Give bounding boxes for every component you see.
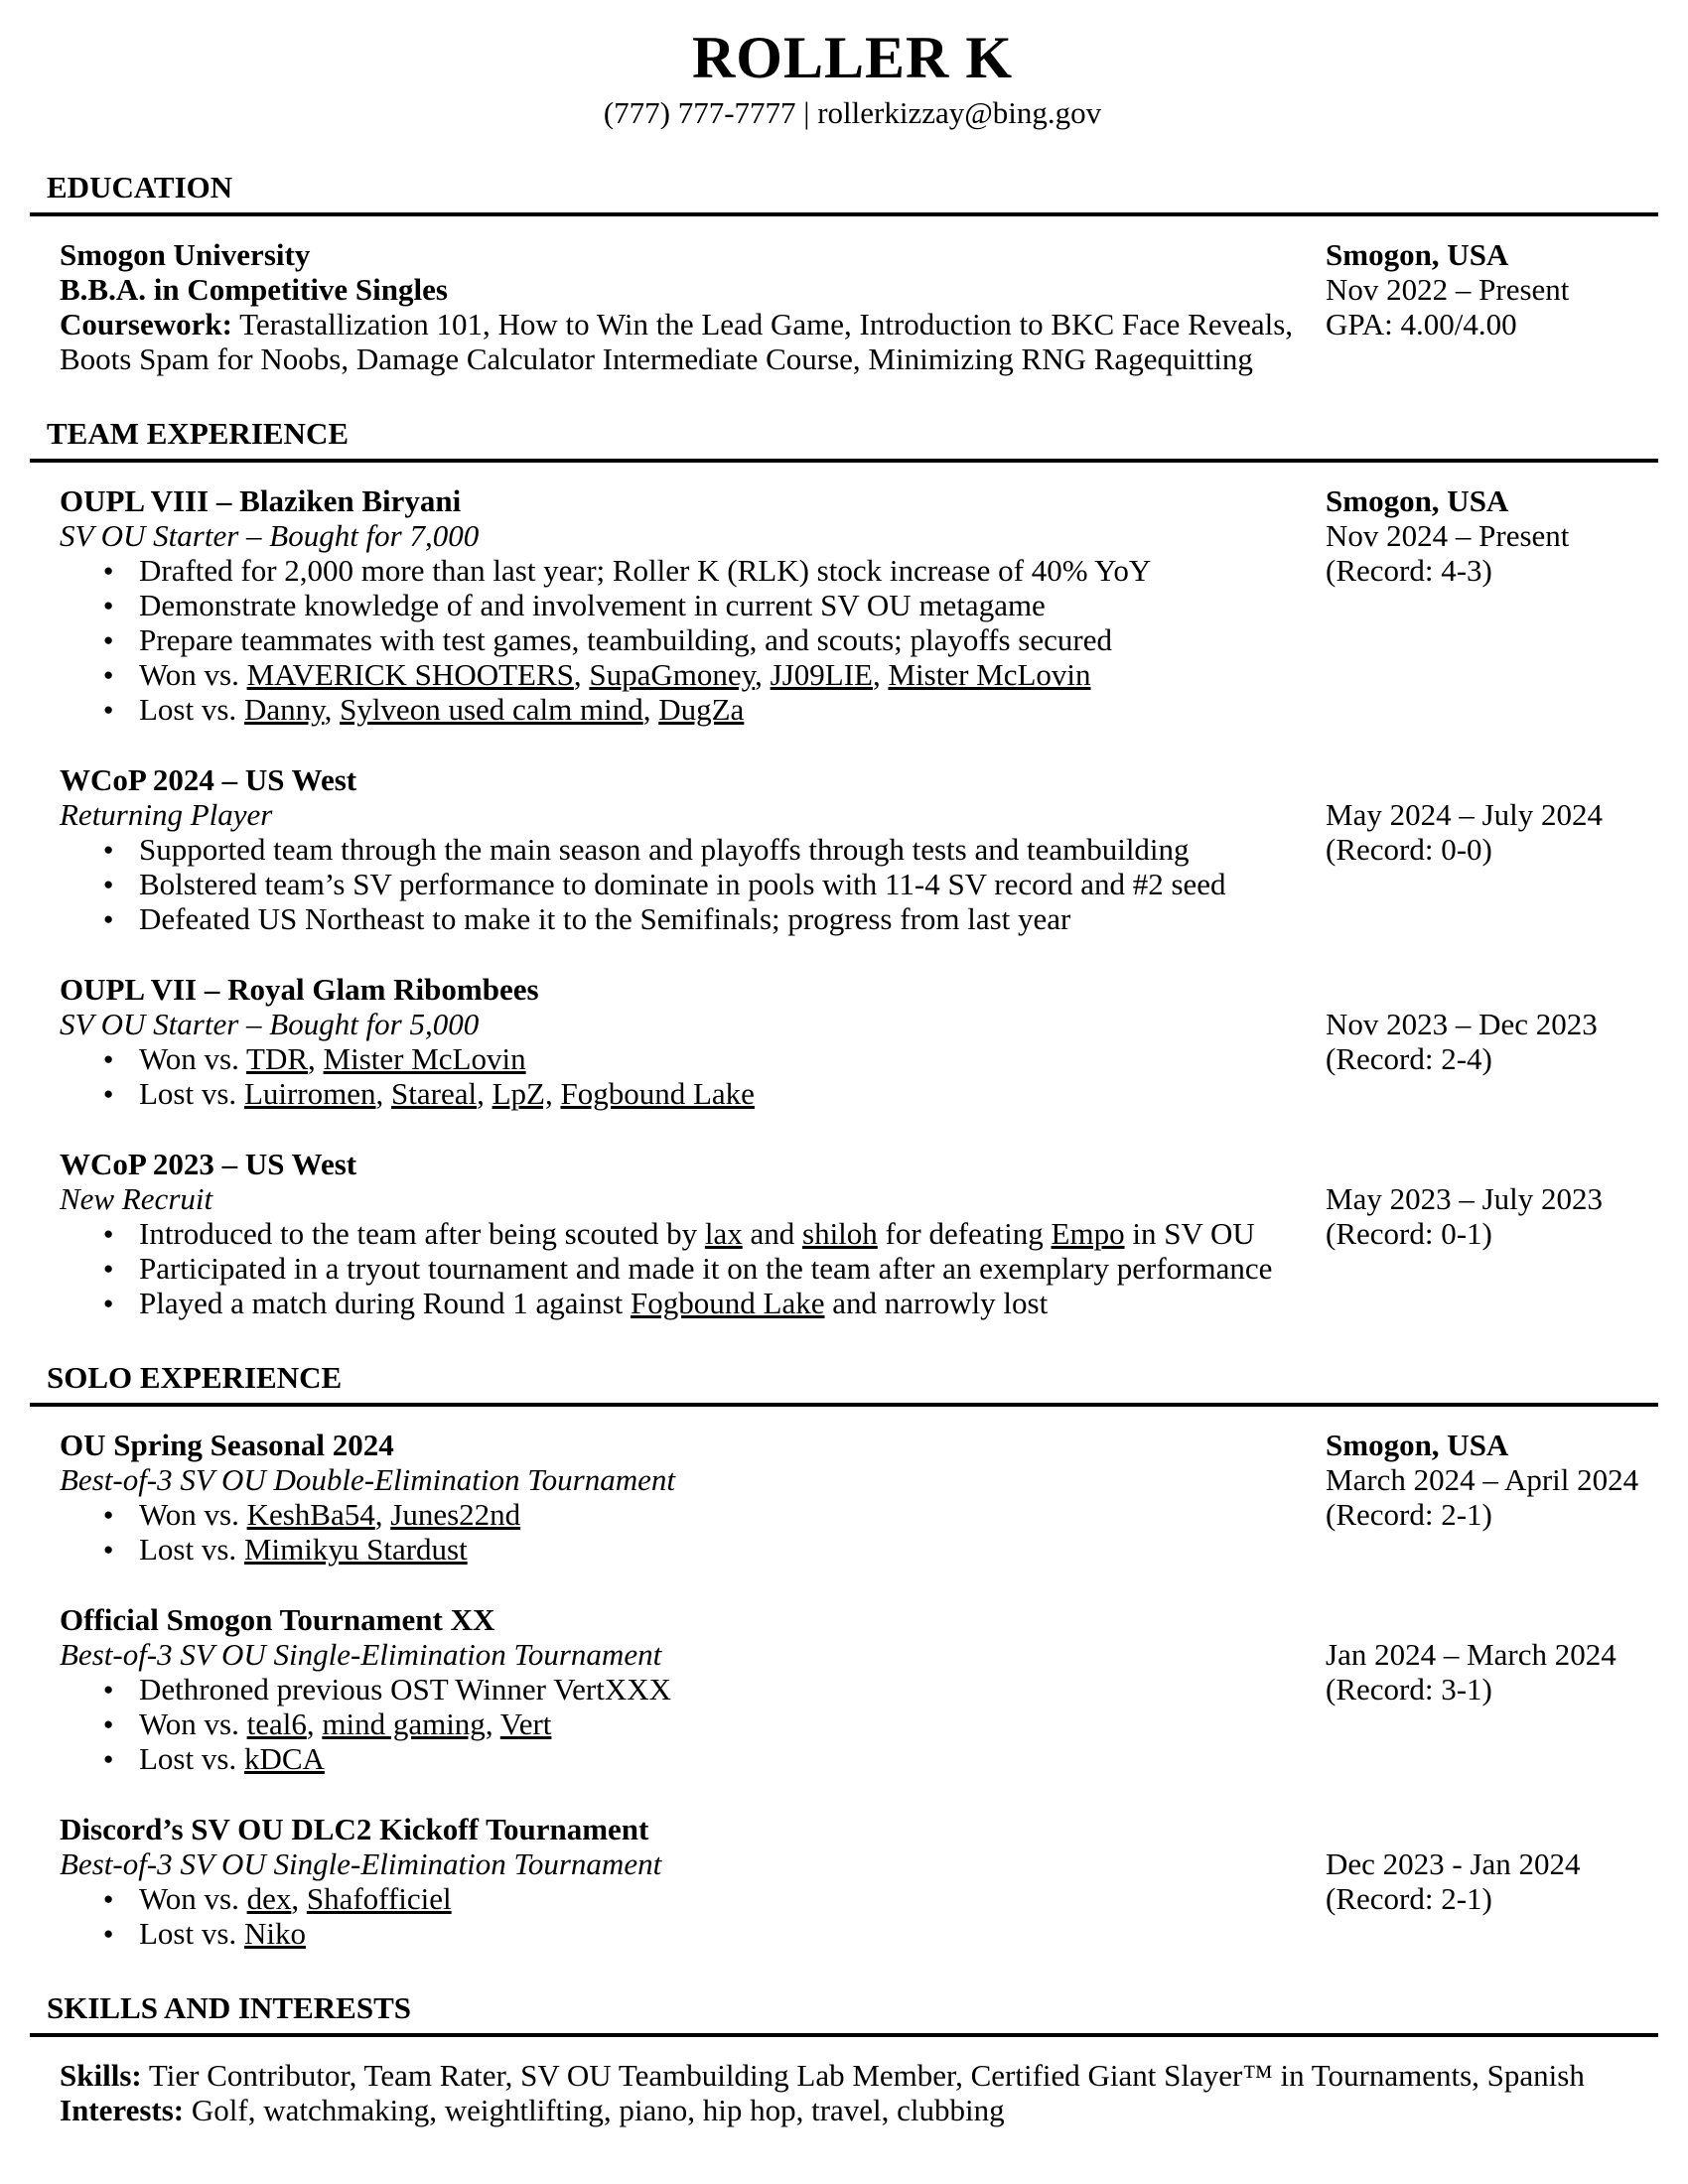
bullet-list [60, 553, 1326, 727]
entry-paragraph [60, 2093, 1658, 2127]
text-run: Won vs. [139, 1041, 247, 1076]
entry-dates: GPA: 4.00/4.00 [1326, 307, 1517, 341]
experience-entry [60, 1602, 1658, 1776]
entry-paragraph [60, 307, 1326, 376]
entry-dates: Nov 2024 – Present [1326, 518, 1570, 553]
opponent-link[interactable]: Empo [1051, 1216, 1125, 1251]
opponent-link[interactable]: Niko [243, 1916, 306, 1951]
text-run: in SV OU [1124, 1216, 1255, 1251]
opponent-link[interactable]: mind gaming [322, 1706, 486, 1741]
bullet-list [60, 1216, 1326, 1320]
section-divider [30, 459, 1658, 463]
resume-name: ROLLER K [691, 25, 1014, 90]
entry-main [60, 1602, 1326, 1776]
bullet-item [60, 657, 1326, 692]
text-run: Lost vs. [139, 692, 244, 727]
opponent-link[interactable]: Junes22nd [390, 1497, 521, 1532]
entry-subtitle: Best-of-3 SV OU Double-Elimination Tournament [60, 1462, 675, 1497]
text-run: , [485, 1706, 500, 1741]
opponent-link[interactable]: SupaGmoney [589, 657, 756, 692]
entry-dates: Nov 2022 – Present [1326, 272, 1570, 307]
entry-meta [1326, 1602, 1658, 1706]
entry-title: WCoP 2024 – US West [60, 762, 357, 797]
entry-main [60, 972, 1326, 1111]
experience-entry [60, 1147, 1658, 1320]
text-run: Won vs. [139, 1497, 247, 1532]
resume-section [47, 1360, 1658, 1951]
bullet-item [60, 1216, 1326, 1251]
opponent-link[interactable]: Stareal [391, 1076, 478, 1111]
bullet-list [60, 832, 1326, 936]
text-run: , [291, 1881, 307, 1916]
bullet-item [60, 1916, 1326, 1951]
text-run: , [477, 1076, 492, 1111]
entry-subtitle: New Recruit [60, 1181, 213, 1216]
entry-meta [1326, 1428, 1658, 1532]
text-run: Dethroned previous OST Winner VertXXX [139, 1672, 672, 1706]
bullet-item [60, 1881, 1326, 1916]
opponent-link[interactable]: LpZ, [492, 1076, 553, 1111]
section-title: TEAM EXPERIENCE [47, 416, 350, 451]
entry-meta-spacer [1326, 972, 1658, 1007]
text-run: and [742, 1216, 802, 1251]
text-run: Participated in a tryout tournament and made it on the team after an exemplary performance [139, 1251, 1273, 1286]
section-divider [30, 212, 1658, 216]
entry-record: (Record: 4-3) [1326, 553, 1492, 588]
bullet-item [60, 1041, 1326, 1076]
bullet-list [60, 1881, 1326, 1951]
opponent-link[interactable]: Luirromen [243, 1076, 376, 1111]
entry-main [60, 237, 1326, 376]
opponent-link[interactable]: Vert [499, 1706, 552, 1741]
entry-subtitle: SV OU Starter – Bought for 7,000 [60, 518, 480, 553]
entry-main [60, 1428, 1326, 1567]
entry-location: Smogon, USA [1326, 237, 1509, 272]
bullet-item [60, 1251, 1326, 1286]
text-run: Prepare teammates with test games, teambuilding, and scouts; playoffs secured [139, 622, 1112, 657]
text-run: Golf, watchmaking, weightlifting, piano, hip hop, travel, clubbing [184, 2093, 1005, 2127]
bullet-item [60, 1741, 1326, 1776]
text-run: , [872, 657, 889, 692]
text-run: Introduced to the team after being scouted by [139, 1216, 705, 1251]
opponent-link[interactable]: Danny [243, 692, 325, 727]
entry-subtitle: Best-of-3 SV OU Single-Elimination Tournament [60, 1637, 662, 1672]
text-run: Supported team through the main season and playoffs through tests and teambuilding [139, 832, 1190, 867]
bullet-item [60, 832, 1326, 867]
bullet-list [60, 1672, 1326, 1776]
opponent-link[interactable]: MAVERICK SHOOTERS [246, 657, 574, 692]
text-run: , [374, 1497, 391, 1532]
opponent-link[interactable]: TDR [246, 1041, 309, 1076]
experience-entry [60, 2058, 1658, 2127]
entry-main [60, 1147, 1326, 1320]
text-run: Won vs. [139, 657, 247, 692]
opponent-link[interactable]: Fogbound Lake [631, 1286, 825, 1320]
text-run: Terastallization 101, How to Win the Lead Game, Introduction to BKC Face Reveals, Boots Spam for Noobs, Damage Calculator Intermediate Course, Minimizing RNG Ragequitting [60, 307, 1294, 376]
sections-container [47, 170, 1658, 2127]
entry-paragraph [60, 2058, 1658, 2093]
entry-dates: Dec 2023 - Jan 2024 [1326, 1846, 1581, 1881]
experience-entry [60, 1428, 1658, 1567]
contact-line: (777) 777-7777 | rollerkizzay@bing.gov [603, 95, 1102, 130]
entry-dates: Nov 2023 – Dec 2023 [1326, 1007, 1598, 1041]
entry-main [60, 1812, 1326, 1951]
entry-record: (Record: 2-1) [1326, 1497, 1492, 1532]
text-run: Bolstered team’s SV performance to dominate in pools with 11-4 SV record and #2 seed [139, 867, 1226, 901]
entry-title: Discord’s SV OU DLC2 Kickoff Tournament [60, 1812, 649, 1846]
experience-entry [60, 483, 1658, 727]
text-run: Defeated US Northeast to make it to the Semifinals; progress from last year [139, 901, 1071, 936]
bullet-item [60, 553, 1326, 588]
entry-meta [1326, 762, 1658, 867]
text-run: Won vs. [139, 1706, 247, 1741]
opponent-link[interactable]: Mister McLovin [888, 657, 1091, 692]
section-divider [30, 1403, 1658, 1407]
text-run: , [755, 657, 771, 692]
text-run: for defeating [877, 1216, 1052, 1251]
text-run: and narrowly lost [824, 1286, 1049, 1320]
inline-label: Interests: [60, 2093, 185, 2127]
text-run: Played a match during Round 1 against [139, 1286, 632, 1320]
entry-meta [1326, 1147, 1658, 1251]
entry-location: Smogon, USA [1326, 1428, 1509, 1462]
section-title: EDUCATION [47, 170, 233, 205]
text-run: Demonstrate knowledge of and involvement in current SV OU metagame [139, 588, 1046, 622]
entry-subtitle: SV OU Starter – Bought for 5,000 [60, 1007, 480, 1041]
resume-section [47, 170, 1658, 376]
opponent-link[interactable]: Sylveon used calm mind [340, 692, 643, 727]
entry-title: OUPL VIII – Blaziken Biryani [60, 483, 462, 518]
experience-entry [60, 1812, 1658, 1951]
text-run: Won vs. [139, 1881, 247, 1916]
bullet-item [60, 1286, 1326, 1320]
entry-dates: Jan 2024 – March 2024 [1326, 1637, 1617, 1672]
resume-section [47, 1990, 1658, 2127]
bullet-list [60, 1041, 1326, 1111]
experience-entry [60, 237, 1658, 376]
bullet-item [60, 622, 1326, 657]
section-title: SOLO EXPERIENCE [47, 1360, 343, 1395]
entry-subtitle: Returning Player [60, 797, 273, 832]
entry-title: OU Spring Seasonal 2024 [60, 1428, 394, 1462]
inline-label: Skills: [60, 2058, 142, 2093]
opponent-link[interactable]: KeshBa54 [246, 1497, 375, 1532]
opponent-link[interactable]: Mimikyu Stardust [243, 1532, 468, 1567]
bullet-item [60, 1706, 1326, 1741]
entry-record: (Record: 2-4) [1326, 1041, 1492, 1076]
entry-dates: May 2023 – July 2023 [1326, 1181, 1603, 1216]
bullet-item [60, 901, 1326, 936]
entry-meta [1326, 972, 1658, 1076]
bullet-list [60, 1497, 1326, 1567]
bullet-item [60, 1497, 1326, 1532]
entry-title: B.B.A. in Competitive Singles [60, 272, 448, 307]
entry-title: OUPL VII – Royal Glam Ribombees [60, 972, 539, 1007]
entry-dates: May 2024 – July 2024 [1326, 797, 1603, 832]
text-run: Lost vs. [139, 1532, 244, 1567]
entry-record: (Record: 0-0) [1326, 832, 1492, 867]
text-run: , [324, 692, 341, 727]
entry-subtitle: Best-of-3 SV OU Single-Elimination Tournament [60, 1846, 662, 1881]
opponent-link[interactable]: DugZa [658, 692, 745, 727]
experience-entry [60, 972, 1658, 1111]
entry-main [60, 2058, 1658, 2127]
text-run: Drafted for 2,000 more than last year; Roller K (RLK) stock increase of 40% YoY [139, 553, 1152, 588]
entry-location: Smogon, USA [1326, 483, 1509, 518]
text-run: , [573, 657, 590, 692]
entry-title: WCoP 2023 – US West [60, 1147, 357, 1181]
entry-meta-spacer [1326, 1602, 1658, 1637]
opponent-link[interactable]: Shafofficiel [306, 1881, 452, 1916]
entry-meta-spacer [1326, 1812, 1658, 1846]
opponent-link[interactable]: kDCA [243, 1741, 325, 1776]
entry-main [60, 762, 1326, 936]
text-run: Lost vs. [139, 1076, 244, 1111]
bullet-item [60, 1532, 1326, 1567]
entry-record: (Record: 2-1) [1326, 1881, 1492, 1916]
opponent-link[interactable]: Mister McLovin [323, 1041, 526, 1076]
opponent-link[interactable]: teal6 [246, 1706, 307, 1741]
resume-section [47, 416, 1658, 1320]
entry-meta-spacer [1326, 1147, 1658, 1181]
entry-meta [1326, 483, 1658, 588]
entry-dates: March 2024 – April 2024 [1326, 1462, 1639, 1497]
bullet-item [60, 692, 1326, 727]
entry-meta [1326, 237, 1658, 341]
entry-main [60, 483, 1326, 727]
entry-record: (Record: 3-1) [1326, 1672, 1492, 1706]
section-title: SKILLS AND INTERESTS [47, 1990, 411, 2025]
inline-label: Coursework: [60, 307, 232, 341]
text-run: Tier Contributor, Team Rater, SV OU Teambuilding Lab Member, Certified Giant Slayer™ in Tournaments, Spanish [141, 2058, 1585, 2093]
text-run: , [306, 1706, 323, 1741]
opponent-link[interactable]: dex [246, 1881, 292, 1916]
bullet-item [60, 1076, 1326, 1111]
opponent-link[interactable]: Fogbound Lake [560, 1076, 755, 1111]
entry-title: Smogon University [60, 237, 311, 272]
text-run: , [375, 1076, 392, 1111]
section-divider [30, 2033, 1658, 2037]
text-run: , [308, 1041, 324, 1076]
resume-header [47, 26, 1658, 130]
opponent-link[interactable]: shiloh [802, 1216, 878, 1251]
entry-meta [1326, 1812, 1658, 1916]
experience-entry [60, 762, 1658, 936]
entry-record: (Record: 0-1) [1326, 1216, 1492, 1251]
text-run: Lost vs. [139, 1741, 244, 1776]
opponent-link[interactable]: lax [704, 1216, 743, 1251]
text-run: , [642, 692, 659, 727]
text-run: Lost vs. [139, 1916, 244, 1951]
bullet-item [60, 1672, 1326, 1706]
opponent-link[interactable]: JJ09LIE [770, 657, 873, 692]
entry-meta-spacer [1326, 762, 1658, 797]
entry-title: Official Smogon Tournament XX [60, 1602, 495, 1637]
bullet-item [60, 588, 1326, 622]
bullet-item [60, 867, 1326, 901]
